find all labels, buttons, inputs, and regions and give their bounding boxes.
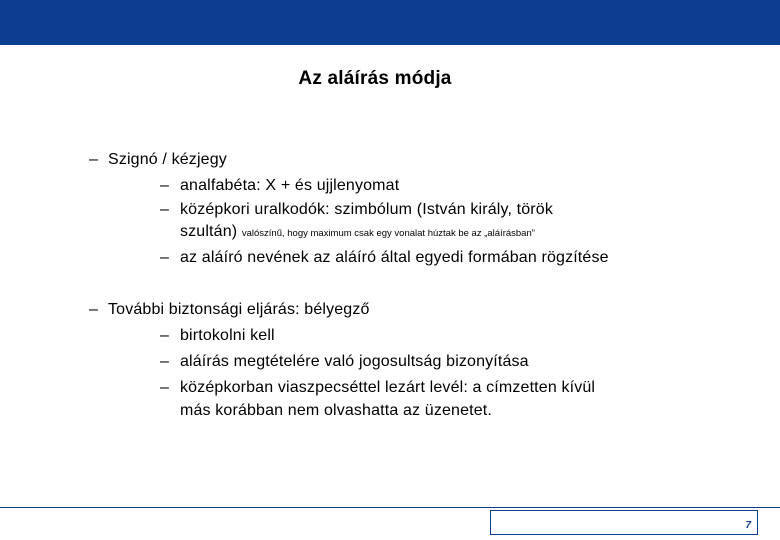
page-number: 7 <box>745 520 751 531</box>
bullet-dash: – <box>160 249 169 266</box>
section1-item-2-cont-text: szultán) <box>180 223 238 240</box>
bullet-dash: – <box>89 151 98 168</box>
section2-item-3-cont: más korábban nem olvashatta az üzenetet. <box>180 402 492 419</box>
section1-item-3: az aláíró nevének az aláíró által egyedi formában rögzítése <box>180 249 609 266</box>
section2-item-1: birtokolni kell <box>180 327 275 344</box>
bullet-dash: – <box>160 177 169 194</box>
footer-rule <box>0 507 780 508</box>
section1-item-2-cont <box>180 222 535 244</box>
bullet-dash: – <box>160 353 169 370</box>
section2-heading: További biztonsági eljárás: bélyegző <box>108 301 370 318</box>
bullet-dash: – <box>160 327 169 344</box>
section1-item-1: analfabéta: X + és ujjlenyomat <box>180 177 400 194</box>
section1-item-2: középkori uralkodók: szimbólum (István király, török <box>180 201 553 218</box>
bullet-dash: – <box>160 201 169 218</box>
section2-item-2: aláírás megtételére való jogosultság bizonyítása <box>180 353 529 370</box>
section1-heading: Szignó / kézjegy <box>108 151 227 168</box>
section2-item-3: középkorban viaszpecséttel lezárt levél: a címzetten kívül <box>180 379 596 396</box>
section1-note: valószínű, hogy maximum csak egy vonalat húztak be az „aláírásban” <box>241 228 535 239</box>
page-number-box <box>490 510 758 535</box>
bullet-dash: – <box>89 301 98 318</box>
slide-title: Az aláírás módja <box>298 68 452 89</box>
bullet-dash: – <box>160 379 169 396</box>
